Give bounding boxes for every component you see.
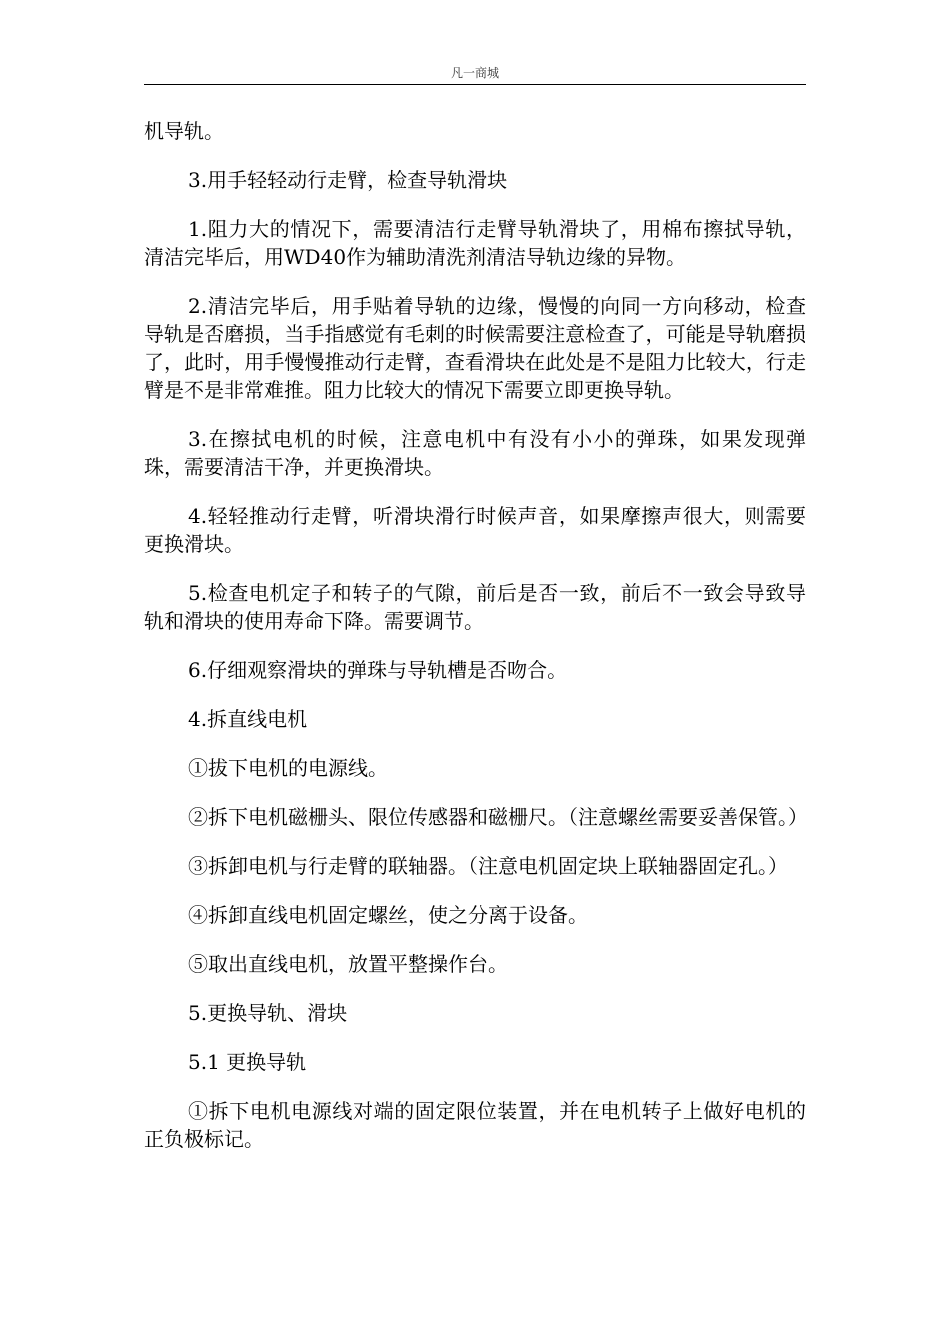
- paragraph: ①拆下电机电源线对端的固定限位装置，并在电机转子上做好电机的正负极标记。: [144, 1099, 806, 1151]
- paragraph: ⑤取出直线电机，放置平整操作台。: [188, 952, 508, 976]
- header-rule: [144, 84, 806, 85]
- paragraph: 4.轻轻推动行走臂，听滑块滑行时候声音，如果摩擦声很大，则需要更换滑块。: [144, 504, 806, 556]
- paragraph: 2.清洁完毕后，用手贴着导轨的边缘，慢慢的向同一方向移动，检查导轨是否磨损，当手指感觉有毛刺的时候需要注意检查了，可能是导轨磨损了，此时，用手慢慢推动行走臂，查看滑块在此处是不是阻力比较大，行走臂是不是非常难推。阻力比较大的情况下需要立即更换导轨。: [144, 294, 806, 402]
- paragraph: 3.用手轻轻动行走臂，检查导轨滑块: [188, 168, 508, 192]
- paragraph: 机导轨。: [144, 119, 224, 143]
- paragraph: ①拔下电机的电源线。: [188, 756, 388, 780]
- paragraph: ④拆卸直线电机固定螺丝，使之分离于设备。: [188, 903, 588, 927]
- paragraph: 1.阻力大的情况下，需要清洁行走臂导轨滑块了，用棉布擦拭导轨，清洁完毕后，用WD40作为辅助清洗剂清洁导轨边缘的异物。: [144, 217, 806, 269]
- section-heading: 4.拆直线电机: [188, 707, 308, 731]
- subsection-heading: 5.1 更换导轨: [188, 1050, 307, 1074]
- section-heading: 5.更换导轨、滑块: [188, 1001, 348, 1025]
- paragraph: 5.检查电机定子和转子的气隙，前后是否一致，前后不一致会导致导轨和滑块的使用寿命下降。需要调节。: [144, 581, 806, 633]
- paragraph: ③拆卸电机与行走臂的联轴器。（注意电机固定块上联轴器固定孔。）: [188, 854, 788, 878]
- document-body: [144, 117, 806, 1153]
- page-header: 凡一商城: [450, 66, 499, 80]
- paragraph: ②拆下电机磁栅头、限位传感器和磁栅尺。（注意螺丝需要妥善保管。）: [188, 805, 808, 829]
- paragraph: 6.仔细观察滑块的弹珠与导轨槽是否吻合。: [188, 658, 568, 682]
- paragraph: 3.在擦拭电机的时候，注意电机中有没有小小的弹珠，如果发现弹珠，需要清洁干净，并更换滑块。: [144, 427, 806, 479]
